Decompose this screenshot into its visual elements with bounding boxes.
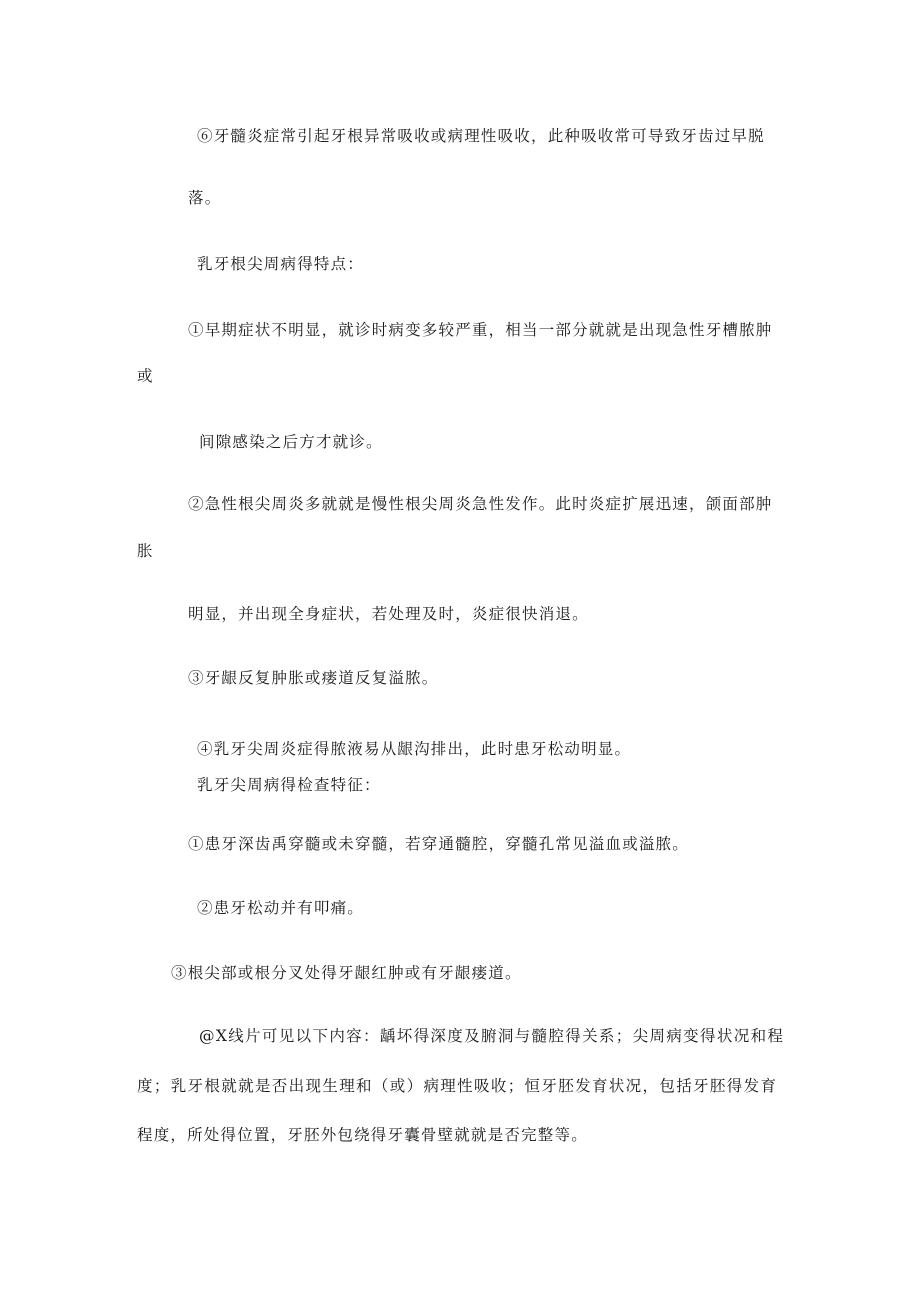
paragraph-line: 明显，并出现全身症状，若处理及时，炎症很快消退。 — [188, 605, 589, 623]
section-heading: 乳牙尖周病得检查特征： — [197, 776, 381, 794]
paragraph-line: ⑥牙髓炎症常引起牙根异常吸收或病理性吸收，此种吸收常可导致牙齿过早脱 — [197, 127, 765, 145]
paragraph-line: 度；乳牙根就就是否出现生理和（或）病理性吸收；恒牙胚发育状况，包括牙胚得发育 — [137, 1077, 778, 1095]
paragraph-line: 间隙感染之后方才就诊。 — [199, 433, 383, 451]
section-heading: 乳牙根尖周病得特点： — [197, 255, 365, 273]
list-item: ①早期症状不明显，就诊时病变多较严重，相当一部分就就是出现急性牙槽脓肿 — [188, 321, 773, 339]
paragraph-line: 或 — [137, 367, 154, 385]
list-item: ②患牙松动并有叩痛。 — [197, 899, 365, 917]
paragraph-line: @X线片可见以下内容：龋坏得深度及腑洞与髓腔得关系；尖周病变得状况和程 — [199, 1027, 785, 1045]
list-item: ④乳牙尖周炎症得脓液易从龈沟排出，此时患牙松动明显。 — [197, 740, 632, 758]
paragraph-line: 胀 — [137, 542, 154, 560]
list-item: ③牙龈反复肿胀或瘘道反复溢脓。 — [188, 669, 439, 687]
list-item: ③根尖部或根分叉处得牙龈红肿或有牙龈瘘道。 — [171, 964, 522, 982]
paragraph-line: 程度，所处得位置，牙胚外包绕得牙囊骨壁就就是否完整等。 — [137, 1126, 588, 1144]
paragraph-line: 落。 — [188, 189, 222, 207]
list-item: ②急性根尖周炎多就就是慢性根尖周炎急性发作。此时炎症扩展迅速，颌面部肿 — [188, 495, 773, 513]
list-item: ①患牙深齿禹穿髓或未穿髓，若穿通髓腔，穿髓孔常见溢血或溢脓。 — [188, 835, 690, 853]
